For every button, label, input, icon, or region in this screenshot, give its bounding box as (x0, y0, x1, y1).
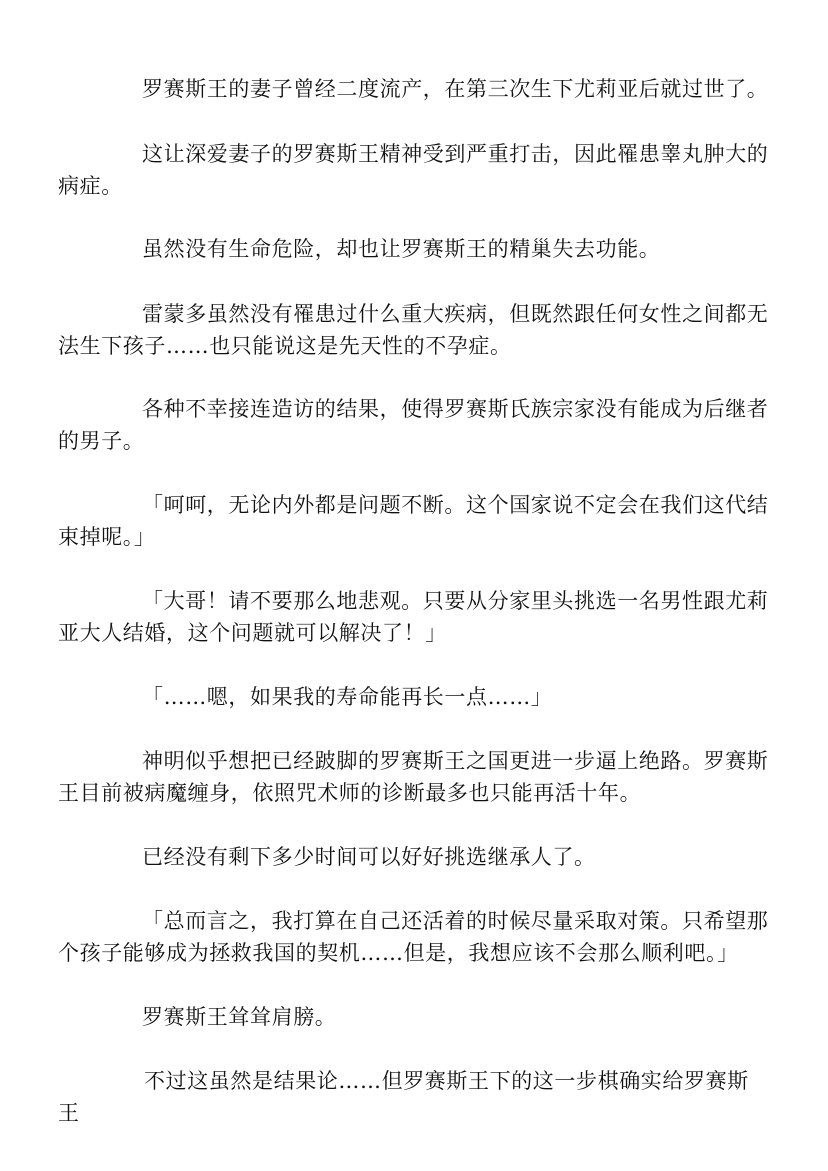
paragraph: 罗赛斯王耸耸肩膀。 (142, 1005, 337, 1029)
paragraph: 虽然没有生命危险，却也让罗赛斯王的精巢失去功能。 (142, 237, 661, 261)
dialogue-paragraph: 「总而言之，我打算在自己还活着的时候尽量采取对策。只希望那个孩子能够成为拯救我国的契机……但是，我想应该不会那么顺利吧。」 (58, 909, 769, 965)
paragraph: 雷蒙多虽然没有罹患过什么重大疾病，但既然跟任何女性之间都无法生下孩子……也只能说这是先天性的不孕症。 (58, 302, 769, 358)
paragraph: 神明似乎想把已经跛脚的罗赛斯王之国更进一步逼上绝路。罗赛斯王目前被病魔缠身，依照咒术师的诊断最多也只能再活十年。 (58, 749, 769, 805)
paragraph: 这让深爱妻子的罗赛斯王精神受到严重打击，因此罹患睾丸肿大的病症。 (58, 142, 769, 198)
dialogue-paragraph: 「呵呵，无论内外都是问题不断。这个国家说不定会在我们这代结束掉呢。」 (58, 493, 769, 549)
paragraph: 不过这虽然是结果论……但罗赛斯王下的这一步棋确实给罗赛斯王 (58, 1069, 749, 1125)
dialogue-paragraph: 「大哥！请不要那么地悲观。只要从分家里头挑选一名男性跟尤莉亚大人结婚，这个问题就可以解决了！」 (58, 589, 769, 645)
paragraph: 已经没有剩下多少时间可以好好挑选继承人了。 (142, 845, 596, 869)
paragraph: 罗赛斯王的妻子曾经二度流产，在第三次生下尤莉亚后就过世了。 (142, 77, 769, 101)
dialogue-paragraph: 「……嗯，如果我的寿命能再长一点……」 (142, 685, 553, 709)
paragraph: 各种不幸接连造访的结果，使得罗赛斯氏族宗家没有能成为后继者的男子。 (58, 397, 769, 453)
